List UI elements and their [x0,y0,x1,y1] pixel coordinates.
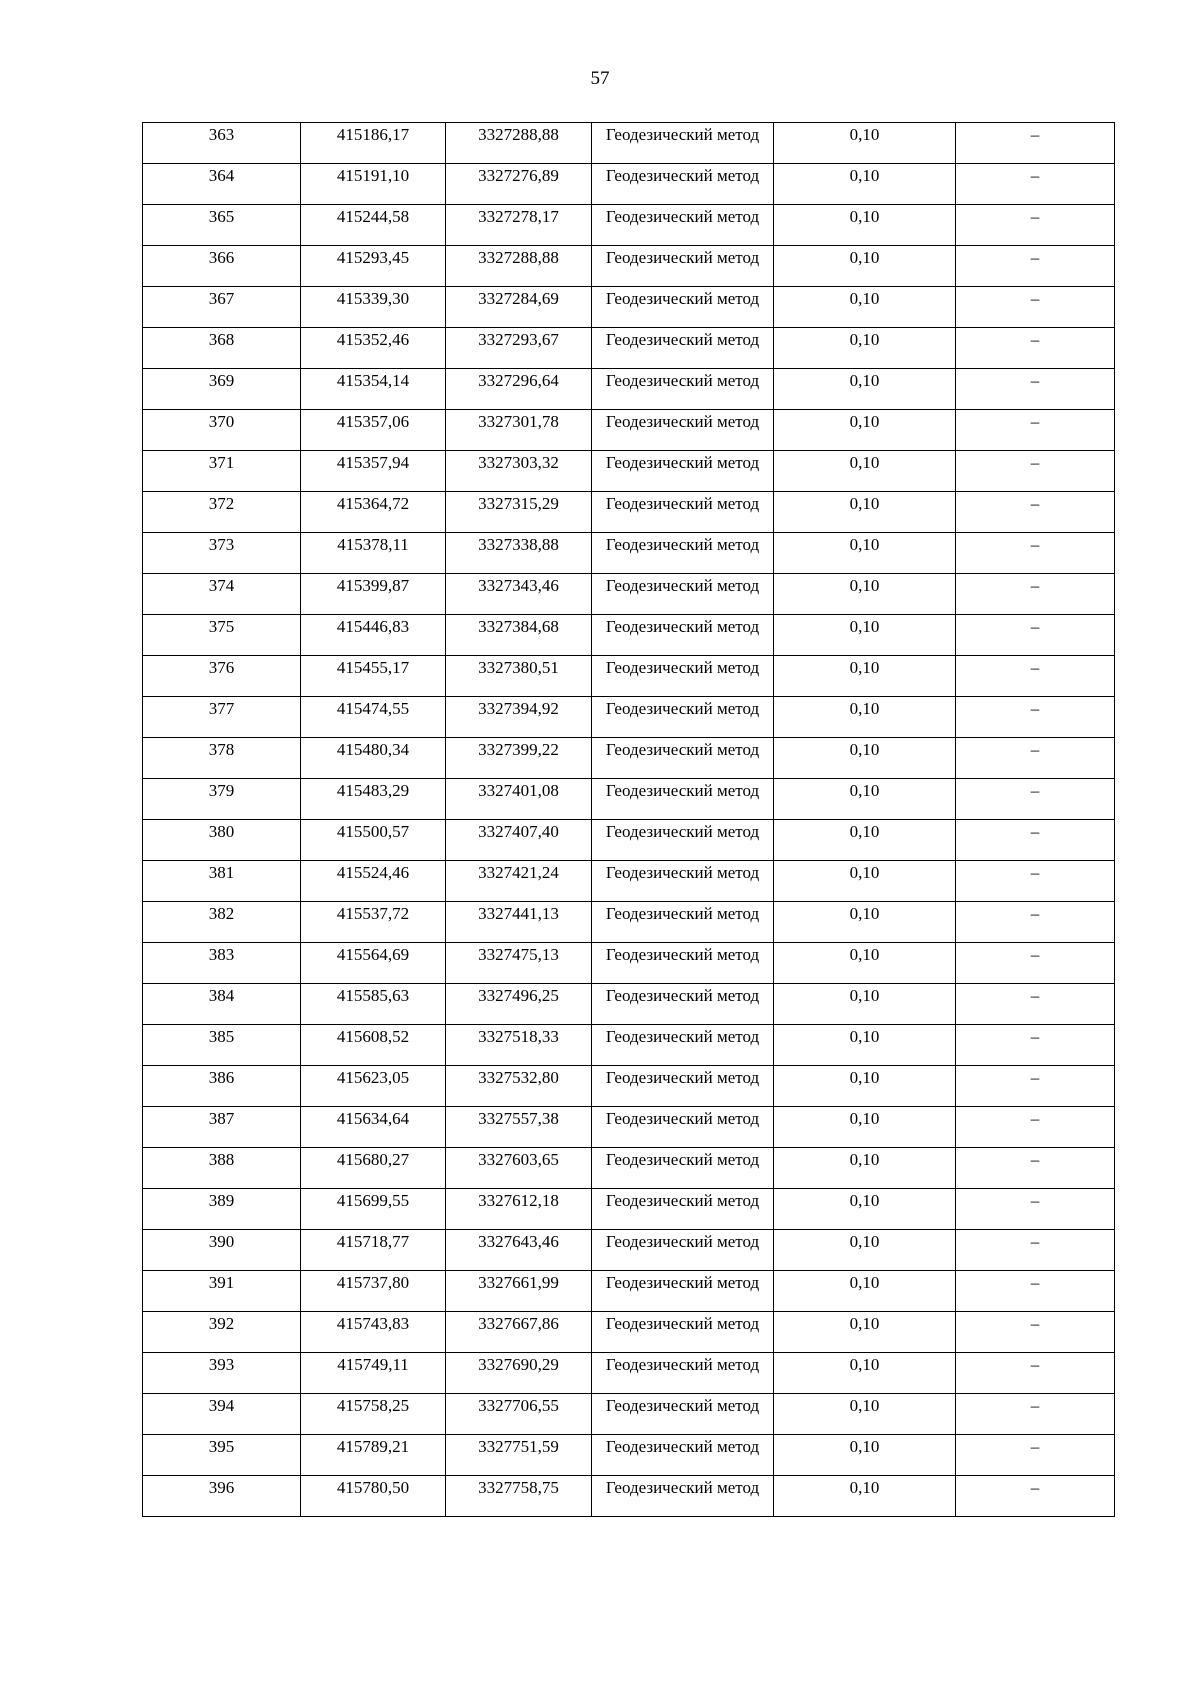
point-number-cell: 386 [143,1066,301,1107]
note-cell: – [956,1189,1115,1230]
point-number-cell: 375 [143,615,301,656]
y-coordinate-cell: 3327303,32 [446,451,592,492]
accuracy-cell: 0,10 [774,656,956,697]
note-cell: – [956,861,1115,902]
accuracy-cell: 0,10 [774,164,956,205]
method-cell: Геодезический метод [592,1107,774,1148]
table-row [143,328,1115,369]
accuracy-cell: 0,10 [774,902,956,943]
accuracy-cell: 0,10 [774,369,956,410]
method-cell: Геодезический метод [592,410,774,451]
point-number-cell: 370 [143,410,301,451]
table-row [143,902,1115,943]
point-number-cell: 383 [143,943,301,984]
note-cell: – [956,656,1115,697]
note-cell: – [956,1148,1115,1189]
point-number-cell: 373 [143,533,301,574]
method-cell: Геодезический метод [592,697,774,738]
point-number-cell: 395 [143,1435,301,1476]
accuracy-cell: 0,10 [774,287,956,328]
x-coordinate-cell: 415780,50 [301,1476,446,1517]
accuracy-cell: 0,10 [774,1066,956,1107]
x-coordinate-cell: 415378,11 [301,533,446,574]
x-coordinate-cell: 415634,64 [301,1107,446,1148]
accuracy-cell: 0,10 [774,1025,956,1066]
method-cell: Геодезический метод [592,574,774,615]
point-number-cell: 381 [143,861,301,902]
method-cell: Геодезический метод [592,1271,774,1312]
table-row [143,1230,1115,1271]
y-coordinate-cell: 3327278,17 [446,205,592,246]
method-cell: Геодезический метод [592,820,774,861]
y-coordinate-cell: 3327475,13 [446,943,592,984]
point-number-cell: 379 [143,779,301,820]
point-number-cell: 363 [143,123,301,164]
accuracy-cell: 0,10 [774,410,956,451]
y-coordinate-cell: 3327399,22 [446,738,592,779]
accuracy-cell: 0,10 [774,1394,956,1435]
table-row [143,984,1115,1025]
x-coordinate-cell: 415354,14 [301,369,446,410]
accuracy-cell: 0,10 [774,1353,956,1394]
method-cell: Геодезический метод [592,902,774,943]
method-cell: Геодезический метод [592,615,774,656]
note-cell: – [956,492,1115,533]
point-number-cell: 384 [143,984,301,1025]
accuracy-cell: 0,10 [774,451,956,492]
accuracy-cell: 0,10 [774,1271,956,1312]
note-cell: – [956,1066,1115,1107]
page-number: 57 [590,68,610,89]
accuracy-cell: 0,10 [774,984,956,1025]
accuracy-cell: 0,10 [774,492,956,533]
x-coordinate-cell: 415500,57 [301,820,446,861]
y-coordinate-cell: 3327288,88 [446,123,592,164]
note-cell: – [956,902,1115,943]
note-cell: – [956,820,1115,861]
y-coordinate-cell: 3327296,64 [446,369,592,410]
point-number-cell: 393 [143,1353,301,1394]
table-row [143,410,1115,451]
table-row [143,1435,1115,1476]
table-row [143,369,1115,410]
point-number-cell: 391 [143,1271,301,1312]
x-coordinate-cell: 415483,29 [301,779,446,820]
point-number-cell: 394 [143,1394,301,1435]
y-coordinate-cell: 3327384,68 [446,615,592,656]
x-coordinate-cell: 415364,72 [301,492,446,533]
x-coordinate-cell: 415455,17 [301,656,446,697]
y-coordinate-cell: 3327532,80 [446,1066,592,1107]
point-number-cell: 372 [143,492,301,533]
point-number-cell: 392 [143,1312,301,1353]
method-cell: Геодезический метод [592,1230,774,1271]
note-cell: – [956,205,1115,246]
y-coordinate-cell: 3327690,29 [446,1353,592,1394]
x-coordinate-cell: 415339,30 [301,287,446,328]
table-row [143,1271,1115,1312]
method-cell: Геодезический метод [592,861,774,902]
accuracy-cell: 0,10 [774,820,956,861]
table-row [143,533,1115,574]
point-number-cell: 371 [143,451,301,492]
table-row [143,697,1115,738]
point-number-cell: 367 [143,287,301,328]
y-coordinate-cell: 3327343,46 [446,574,592,615]
x-coordinate-cell: 415537,72 [301,902,446,943]
table-row [143,246,1115,287]
note-cell: – [956,1476,1115,1517]
point-number-cell: 366 [143,246,301,287]
table-row [143,656,1115,697]
x-coordinate-cell: 415357,94 [301,451,446,492]
accuracy-cell: 0,10 [774,1148,956,1189]
y-coordinate-cell: 3327643,46 [446,1230,592,1271]
y-coordinate-cell: 3327284,69 [446,287,592,328]
accuracy-cell: 0,10 [774,574,956,615]
table-row [143,287,1115,328]
point-number-cell: 376 [143,656,301,697]
table-row [143,574,1115,615]
x-coordinate-cell: 415524,46 [301,861,446,902]
method-cell: Геодезический метод [592,164,774,205]
table-row [143,779,1115,820]
x-coordinate-cell: 415564,69 [301,943,446,984]
y-coordinate-cell: 3327603,65 [446,1148,592,1189]
point-number-cell: 388 [143,1148,301,1189]
x-coordinate-cell: 415585,63 [301,984,446,1025]
y-coordinate-cell: 3327276,89 [446,164,592,205]
note-cell: – [956,697,1115,738]
table-row [143,123,1115,164]
y-coordinate-cell: 3327407,40 [446,820,592,861]
y-coordinate-cell: 3327751,59 [446,1435,592,1476]
method-cell: Геодезический метод [592,1312,774,1353]
accuracy-cell: 0,10 [774,533,956,574]
note-cell: – [956,246,1115,287]
table-row [143,1353,1115,1394]
method-cell: Геодезический метод [592,779,774,820]
y-coordinate-cell: 3327496,25 [446,984,592,1025]
x-coordinate-cell: 415749,11 [301,1353,446,1394]
accuracy-cell: 0,10 [774,943,956,984]
method-cell: Геодезический метод [592,1394,774,1435]
method-cell: Геодезический метод [592,738,774,779]
point-number-cell: 378 [143,738,301,779]
method-cell: Геодезический метод [592,1189,774,1230]
table-row [143,1312,1115,1353]
accuracy-cell: 0,10 [774,615,956,656]
table-row [143,451,1115,492]
accuracy-cell: 0,10 [774,697,956,738]
table-row [143,943,1115,984]
x-coordinate-cell: 415623,05 [301,1066,446,1107]
y-coordinate-cell: 3327441,13 [446,902,592,943]
method-cell: Геодезический метод [592,451,774,492]
accuracy-cell: 0,10 [774,1312,956,1353]
table-row [143,492,1115,533]
x-coordinate-cell: 415399,87 [301,574,446,615]
x-coordinate-cell: 415789,21 [301,1435,446,1476]
accuracy-cell: 0,10 [774,246,956,287]
note-cell: – [956,287,1115,328]
y-coordinate-cell: 3327380,51 [446,656,592,697]
table-row [143,615,1115,656]
point-number-cell: 390 [143,1230,301,1271]
accuracy-cell: 0,10 [774,1107,956,1148]
y-coordinate-cell: 3327293,67 [446,328,592,369]
point-number-cell: 382 [143,902,301,943]
method-cell: Геодезический метод [592,369,774,410]
method-cell: Геодезический метод [592,984,774,1025]
note-cell: – [956,738,1115,779]
note-cell: – [956,1394,1115,1435]
note-cell: – [956,164,1115,205]
y-coordinate-cell: 3327301,78 [446,410,592,451]
table-row [143,861,1115,902]
accuracy-cell: 0,10 [774,123,956,164]
table-row [143,1394,1115,1435]
note-cell: – [956,574,1115,615]
note-cell: – [956,369,1115,410]
method-cell: Геодезический метод [592,533,774,574]
y-coordinate-cell: 3327706,55 [446,1394,592,1435]
point-number-cell: 368 [143,328,301,369]
method-cell: Геодезический метод [592,656,774,697]
method-cell: Геодезический метод [592,246,774,287]
y-coordinate-cell: 3327518,33 [446,1025,592,1066]
note-cell: – [956,533,1115,574]
method-cell: Геодезический метод [592,1476,774,1517]
point-number-cell: 365 [143,205,301,246]
accuracy-cell: 0,10 [774,779,956,820]
y-coordinate-cell: 3327394,92 [446,697,592,738]
note-cell: – [956,1025,1115,1066]
note-cell: – [956,1353,1115,1394]
method-cell: Геодезический метод [592,328,774,369]
note-cell: – [956,943,1115,984]
x-coordinate-cell: 415743,83 [301,1312,446,1353]
method-cell: Геодезический метод [592,943,774,984]
x-coordinate-cell: 415293,45 [301,246,446,287]
x-coordinate-cell: 415352,46 [301,328,446,369]
note-cell: – [956,1312,1115,1353]
point-number-cell: 369 [143,369,301,410]
table-row [143,164,1115,205]
note-cell: – [956,1230,1115,1271]
y-coordinate-cell: 3327421,24 [446,861,592,902]
point-number-cell: 364 [143,164,301,205]
coordinates-table [142,122,1115,1517]
note-cell: – [956,779,1115,820]
table-body [143,123,1115,1517]
x-coordinate-cell: 415480,34 [301,738,446,779]
x-coordinate-cell: 415357,06 [301,410,446,451]
note-cell: – [956,123,1115,164]
x-coordinate-cell: 415474,55 [301,697,446,738]
note-cell: – [956,1271,1115,1312]
accuracy-cell: 0,10 [774,738,956,779]
method-cell: Геодезический метод [592,123,774,164]
note-cell: – [956,410,1115,451]
note-cell: – [956,328,1115,369]
method-cell: Геодезический метод [592,287,774,328]
y-coordinate-cell: 3327667,86 [446,1312,592,1353]
table-row [143,1107,1115,1148]
x-coordinate-cell: 415699,55 [301,1189,446,1230]
accuracy-cell: 0,10 [774,205,956,246]
x-coordinate-cell: 415608,52 [301,1025,446,1066]
method-cell: Геодезический метод [592,1148,774,1189]
x-coordinate-cell: 415446,83 [301,615,446,656]
point-number-cell: 385 [143,1025,301,1066]
method-cell: Геодезический метод [592,1353,774,1394]
x-coordinate-cell: 415737,80 [301,1271,446,1312]
method-cell: Геодезический метод [592,1025,774,1066]
note-cell: – [956,615,1115,656]
x-coordinate-cell: 415680,27 [301,1148,446,1189]
table-row [143,820,1115,861]
note-cell: – [956,984,1115,1025]
y-coordinate-cell: 3327338,88 [446,533,592,574]
y-coordinate-cell: 3327315,29 [446,492,592,533]
table-row [143,1189,1115,1230]
x-coordinate-cell: 415244,58 [301,205,446,246]
method-cell: Геодезический метод [592,1435,774,1476]
table-row [143,205,1115,246]
x-coordinate-cell: 415758,25 [301,1394,446,1435]
y-coordinate-cell: 3327288,88 [446,246,592,287]
accuracy-cell: 0,10 [774,1476,956,1517]
accuracy-cell: 0,10 [774,1230,956,1271]
y-coordinate-cell: 3327612,18 [446,1189,592,1230]
accuracy-cell: 0,10 [774,1435,956,1476]
point-number-cell: 374 [143,574,301,615]
y-coordinate-cell: 3327661,99 [446,1271,592,1312]
table-row [143,1066,1115,1107]
accuracy-cell: 0,10 [774,861,956,902]
accuracy-cell: 0,10 [774,328,956,369]
note-cell: – [956,1107,1115,1148]
table-row [143,1476,1115,1517]
table-row [143,1025,1115,1066]
table-row [143,738,1115,779]
x-coordinate-cell: 415191,10 [301,164,446,205]
note-cell: – [956,1435,1115,1476]
y-coordinate-cell: 3327401,08 [446,779,592,820]
x-coordinate-cell: 415186,17 [301,123,446,164]
accuracy-cell: 0,10 [774,1189,956,1230]
point-number-cell: 387 [143,1107,301,1148]
note-cell: – [956,451,1115,492]
point-number-cell: 396 [143,1476,301,1517]
point-number-cell: 380 [143,820,301,861]
x-coordinate-cell: 415718,77 [301,1230,446,1271]
method-cell: Геодезический метод [592,492,774,533]
point-number-cell: 377 [143,697,301,738]
table-row [143,1148,1115,1189]
point-number-cell: 389 [143,1189,301,1230]
y-coordinate-cell: 3327758,75 [446,1476,592,1517]
y-coordinate-cell: 3327557,38 [446,1107,592,1148]
method-cell: Геодезический метод [592,1066,774,1107]
method-cell: Геодезический метод [592,205,774,246]
